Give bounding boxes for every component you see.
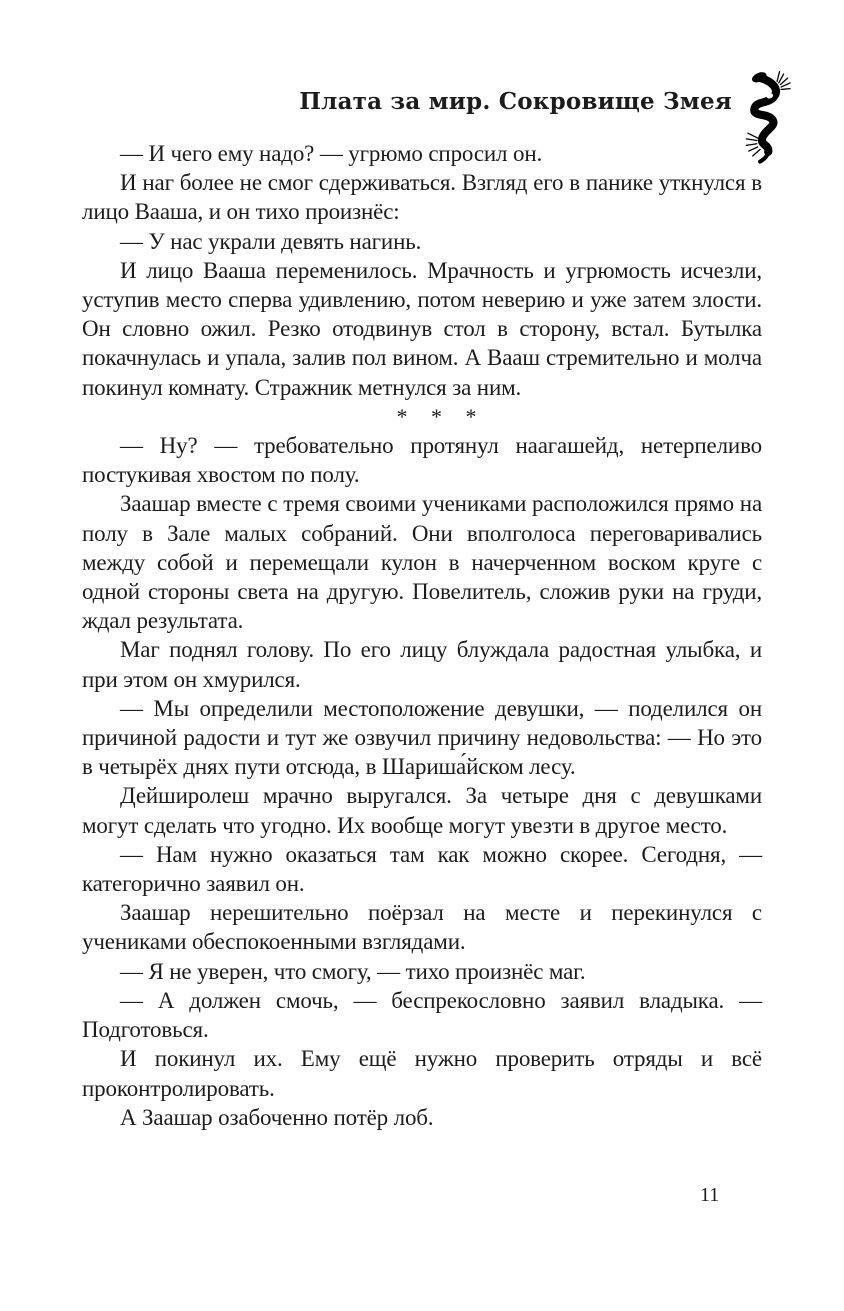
paragraph: Заашар нерешительно поёрзал на месте и перекинулся с учениками обеспокоенными взглядами. [82, 900, 762, 955]
paragraph: А Заашар озабоченно потёр лоб. [120, 1104, 434, 1130]
running-title: Плата за мир. Сокровище Змея [299, 88, 732, 115]
paragraph: — А должен смочь, — беспрекословно заявил владыка. — Подготовься. [82, 987, 762, 1043]
scene-separator: * * * [396, 403, 486, 429]
paragraph: Маг поднял голову. По его лицу блуждала радостная улыбка, и при этом он хмурился. [82, 637, 762, 692]
page-number: 11 [700, 1184, 720, 1206]
paragraph: — Мы определили местоположение девушки, — поделился он причиной радости и тут же озвучил причину недовольства: — Но это в четырёх днях пути отсюда, в Шариша́йском лесу. [82, 695, 762, 780]
paragraph: И лицо Вааша переменилось. Мрачность и угрюмость исчезли, уступив место сперва удивлению, потом неверию и уже затем злости. Он словно ожил. Резко отодвинув стол в сторону, встал. Бутылка покачнулась и упала, залив пол вином. А Вааш стремительно и молча покинул комнату. Стражник метнулся за ним. [82, 257, 762, 400]
paragraph: Заашар вместе с тремя своими учениками расположился прямо на полу в Зале малых собраний. Они вполголоса переговаривались между собой и перемещали кулон в начерченном воском круге с одной стороны света на другую. Повелитель, сложив руки на груди, ждал результата. [82, 491, 762, 634]
paragraph: И покинул их. Ему ещё нужно проверить отряды и всё проконтролировать. [82, 1046, 762, 1101]
paragraph: — Я не уверен, что смогу, — тихо произнёс маг. [120, 958, 586, 984]
paragraph: Дейширолеш мрачно выругался. За четыре дня с девушками могут сделать что угодно. Их вообще могут увезти в другое место. [82, 783, 762, 838]
paragraph: — Ну? — требовательно протянул наагашейд, нетерпеливо постукивая хвостом по полу. [82, 433, 762, 488]
page-body [82, 139, 762, 1132]
paragraph: — У нас украли девять нагинь. [120, 228, 422, 254]
paragraph: — И чего ему надо? — угрюмо спросил он. [120, 141, 543, 166]
paragraph: — Нам нужно оказаться там как можно скорее. Сегодня, — категорично заявил он. [82, 841, 762, 897]
paragraph: И наг более не смог сдерживаться. Взгляд его в панике уткнулся в лицо Вааша, и он тихо произнёс: [82, 170, 762, 225]
